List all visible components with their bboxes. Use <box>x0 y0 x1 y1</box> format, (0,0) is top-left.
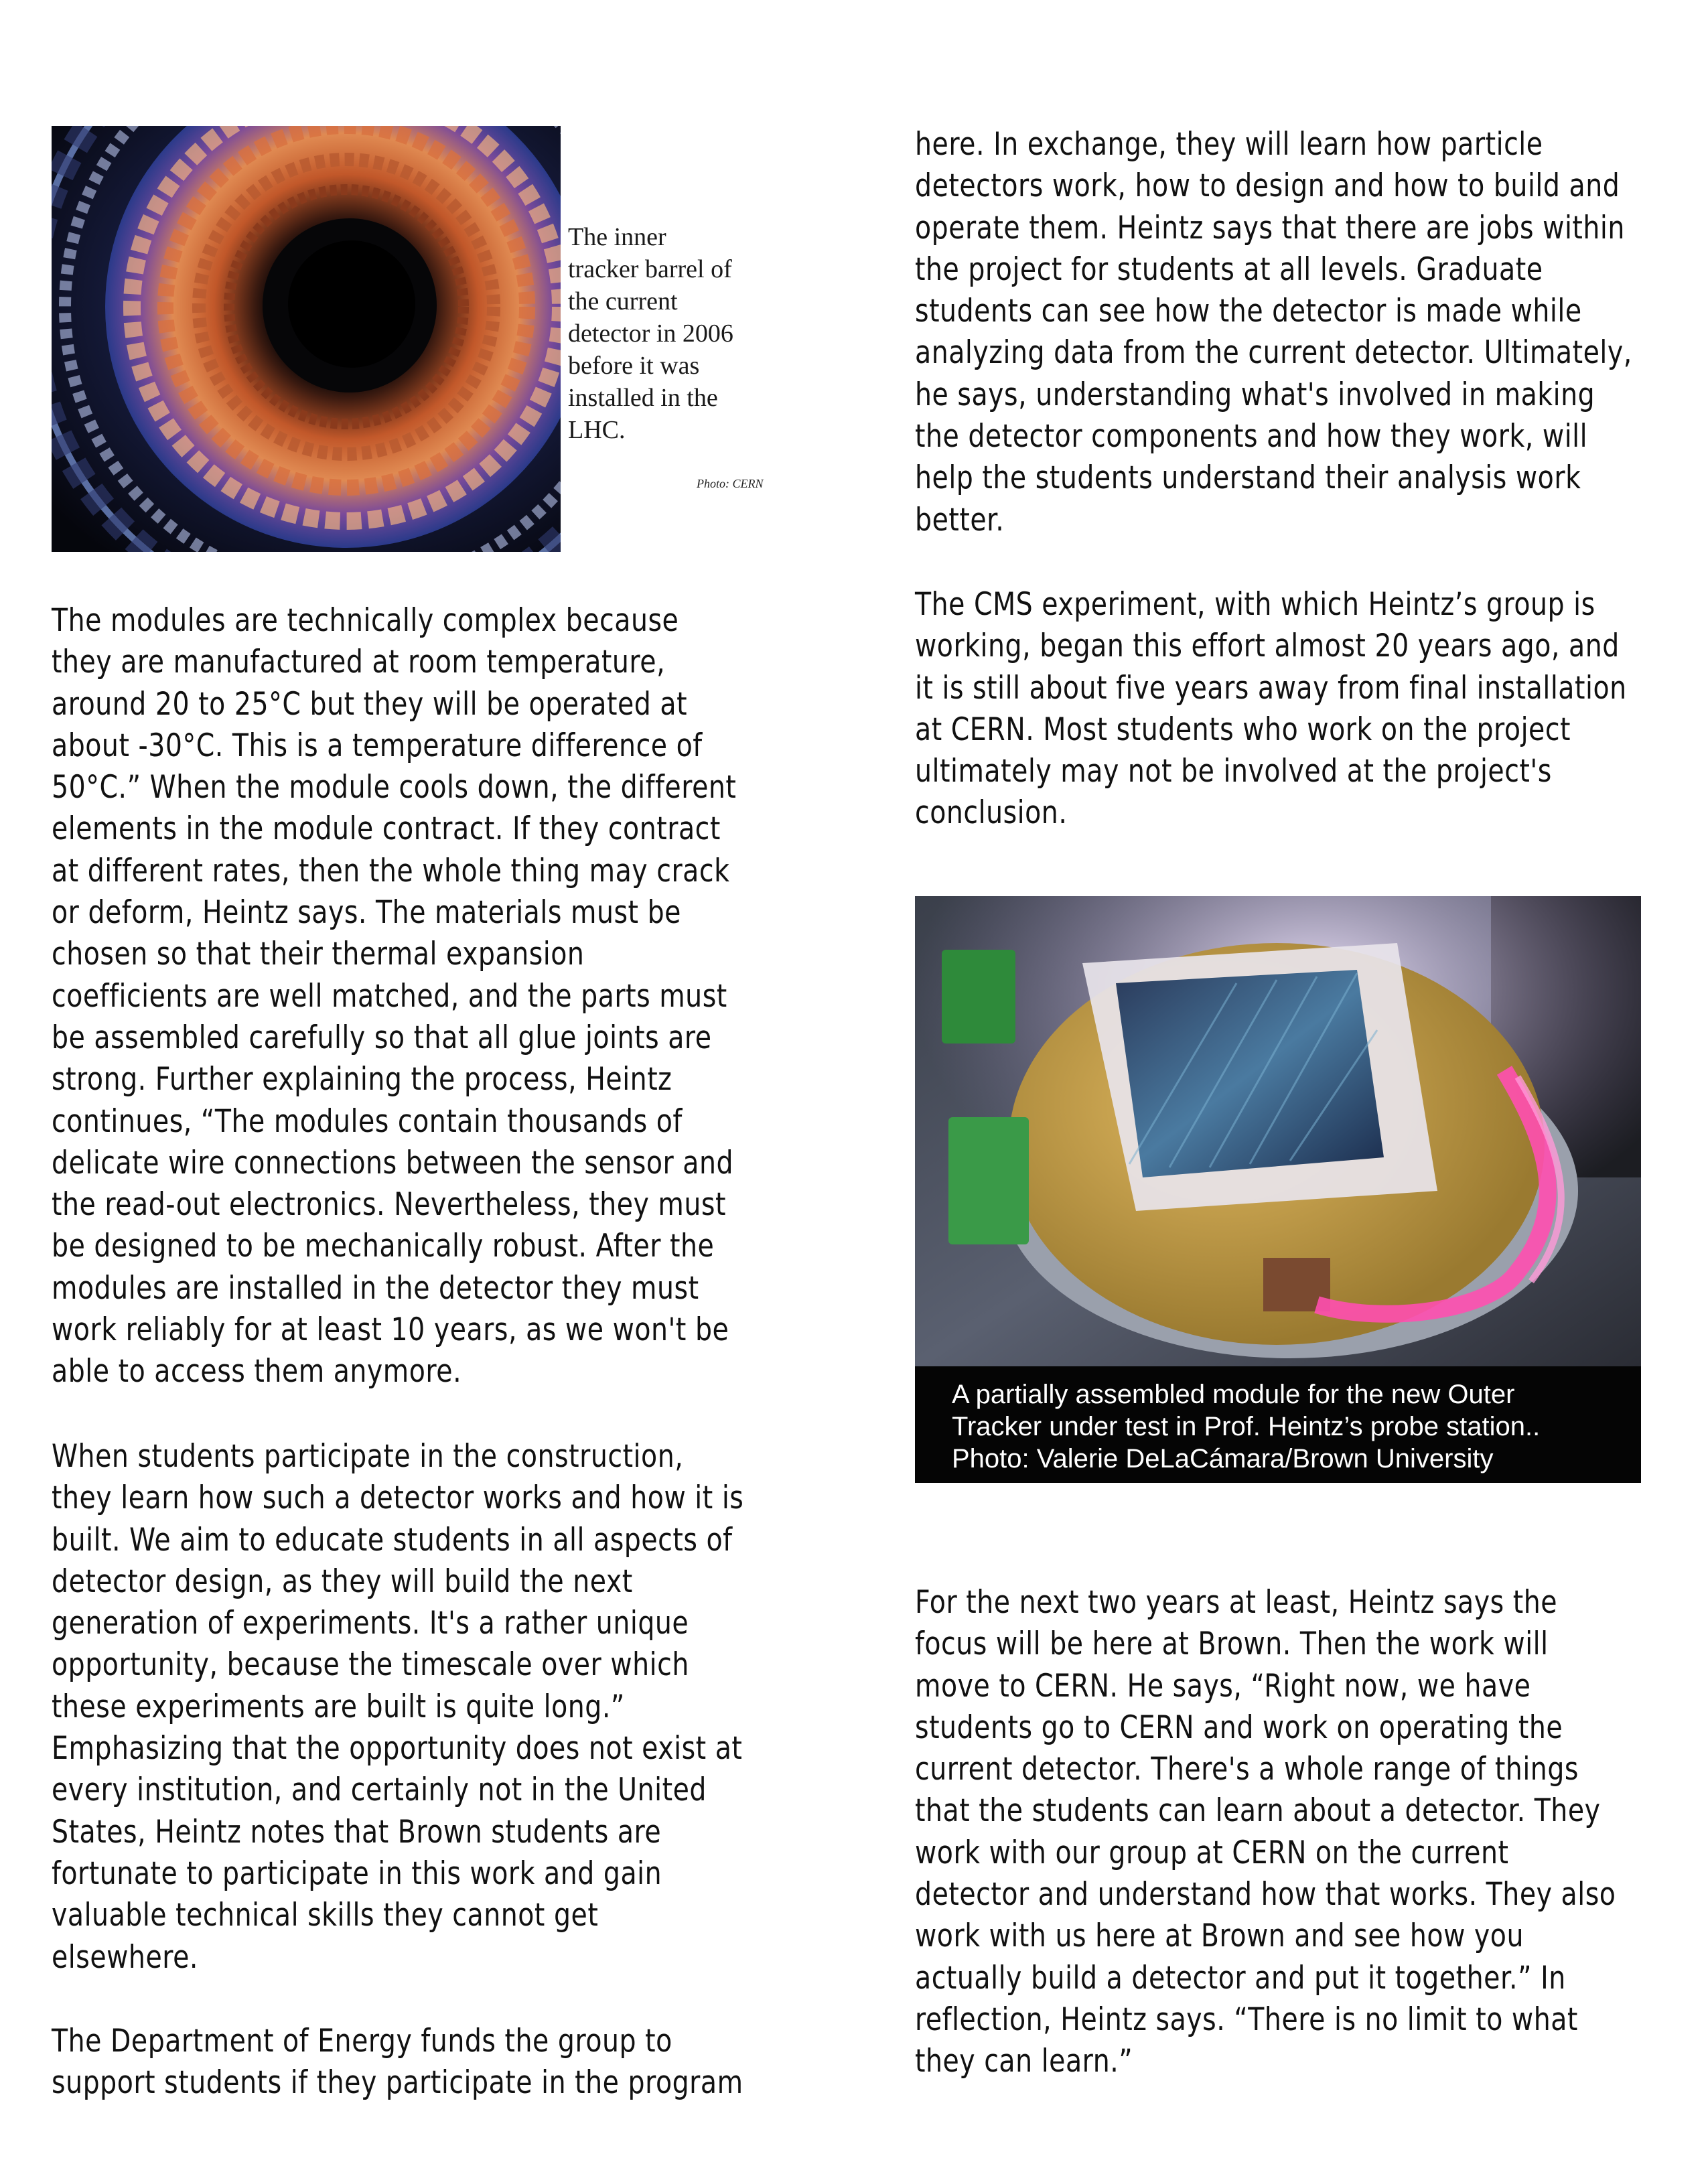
caption-line: LHC. <box>568 416 626 444</box>
text-line: The modules are technically complex because <box>52 602 679 639</box>
right-paragraph-1 <box>915 124 1632 541</box>
text-line: be designed to be mechanically robust. After the <box>52 1228 715 1265</box>
caption-line: tracker barrel of <box>568 255 732 283</box>
module-photo <box>915 896 1641 1366</box>
text-line: students go to CERN and work on operating the <box>915 1709 1563 1746</box>
text-line: the read-out electronics. Nevertheless, they must <box>52 1186 726 1224</box>
text-line: students can see how the detector is made while <box>915 293 1582 330</box>
text-line: The CMS experiment, with which Heintz’s group is <box>915 586 1595 623</box>
detector-barrel-photo-icon <box>52 126 561 552</box>
figure1-caption <box>568 221 769 446</box>
text-line: built. We aim to educate students in all aspects of <box>52 1521 733 1559</box>
text-line: better. <box>915 501 1005 538</box>
text-line: ultimately may not be involved at the project's <box>915 753 1552 790</box>
caption-line: A partially assembled module for the new Outer <box>952 1380 1515 1409</box>
text-line: actually build a detector and put it together.” In <box>915 1959 1566 1997</box>
caption-line: the current <box>568 287 678 315</box>
text-line: working, began this effort almost 20 years ago, and <box>915 628 1620 665</box>
text-line: delicate wire connections between the sensor and <box>52 1144 734 1181</box>
caption-line: Photo: Valerie DeLaCámara/Brown University <box>952 1444 1494 1473</box>
text-line: valuable technical skills they cannot get <box>52 1897 599 1934</box>
text-line: the detector components and how they work, will <box>915 418 1588 455</box>
text-line: work with our group at CERN on the current <box>915 1834 1509 1871</box>
text-line: or deform, Heintz says. The materials must be <box>52 894 681 932</box>
text-line: work reliably for at least 10 years, as we won't be <box>52 1311 729 1349</box>
text-line: be assembled carefully so that all glue joints are <box>52 1019 712 1056</box>
text-line: coefficients are well matched, and the parts must <box>52 977 727 1015</box>
right-paragraph-2 <box>915 584 1627 835</box>
text-line: States, Heintz notes that Brown students are <box>52 1813 662 1851</box>
text-line: elements in the module contract. If they contract <box>52 810 721 848</box>
text-line: around 20 to 25°C but they will be operated at <box>52 685 688 723</box>
text-line: support students if they participate in the program <box>52 2064 743 2102</box>
text-line: they learn how such a detector works and how it is <box>52 1480 744 1517</box>
text-line: strong. Further explaining the process, Heintz <box>52 1061 672 1098</box>
text-line: reflection, Heintz says. “There is no limit to what <box>915 2001 1578 2038</box>
text-line: For the next two years at least, Heintz says the <box>915 1584 1558 1621</box>
text-line: conclusion. <box>915 794 1068 832</box>
text-line: fortunate to participate in this work and gain <box>52 1855 662 1892</box>
text-line: operate them. Heintz says that there are jobs within <box>915 209 1625 246</box>
text-line: Emphasizing that the opportunity does not exist at <box>52 1730 743 1768</box>
text-line: they are manufactured at room temperature, <box>52 644 666 681</box>
text-line: current detector. There's a whole range of things <box>915 1751 1579 1788</box>
text-line: at different rates, then the whole thing may crack <box>52 852 730 889</box>
text-line: elsewhere. <box>52 1938 198 1976</box>
text-line: 50°C.” When the module cools down, the different <box>52 769 737 806</box>
right-paragraph-3 <box>915 1582 1616 2083</box>
caption-line: The inner <box>568 223 666 251</box>
left-paragraph-1 <box>52 600 736 1393</box>
text-line: analyzing data from the current detector. Ultimately, <box>915 334 1632 372</box>
text-line: generation of experiments. It's a rather unique <box>52 1605 689 1642</box>
text-line: detector design, as they will build the next <box>52 1563 633 1600</box>
text-line: every institution, and certainly not in the United <box>52 1772 707 1809</box>
text-line: the project for students at all levels. Graduate <box>915 250 1543 288</box>
text-line: modules are installed in the detector they must <box>52 1269 699 1307</box>
figure2-caption <box>915 1366 1641 1483</box>
text-line: these experiments are built is quite long.” <box>52 1688 625 1725</box>
text-line: move to CERN. He says, “Right now, we have <box>915 1667 1531 1705</box>
tracker-barrel-photo <box>52 126 561 552</box>
text-line: here. In exchange, they will learn how particle <box>915 126 1543 163</box>
text-line: detector and understand how that works. They also <box>915 1876 1616 1914</box>
text-line: it is still about five years away from final installation <box>915 669 1627 707</box>
text-line: help the students understand their analysis work <box>915 459 1581 497</box>
text-line: focus will be here at Brown. Then the work will <box>915 1626 1549 1663</box>
left-paragraph-2 <box>52 1436 743 1978</box>
caption-line: Tracker under test in Prof. Heintz’s probe station.. <box>952 1412 1541 1441</box>
text-line: work with us here at Brown and see how you <box>915 1918 1524 1955</box>
caption-line: before it was <box>568 352 700 380</box>
text-line: that the students can learn about a detector. They <box>915 1792 1601 1830</box>
text-line: chosen so that their thermal expansion <box>52 936 585 973</box>
left-paragraph-3 <box>52 2021 743 2104</box>
text-line: continues, “The modules contain thousands of <box>52 1102 683 1140</box>
text-line: at CERN. Most students who work on the project <box>915 711 1571 748</box>
text-line: about -30°C. This is a temperature difference of <box>52 727 703 764</box>
text-line: opportunity, because the timescale over which <box>52 1646 689 1684</box>
figure1-credit: Photo: CERN <box>697 477 764 490</box>
text-line: able to access them anymore. <box>52 1353 462 1390</box>
text-line: detectors work, how to design and how to build and <box>915 167 1620 205</box>
text-line: he says, understanding what's involved in making <box>915 376 1595 413</box>
caption-line: detector in 2006 <box>568 319 733 348</box>
caption-line: installed in the <box>568 384 718 412</box>
text-line: When students participate in the construction, <box>52 1438 684 1475</box>
module-probe-station-photo-icon <box>915 896 1641 1366</box>
text-line: The Department of Energy funds the group to <box>52 2023 672 2060</box>
text-line: they can learn.” <box>915 2043 1133 2080</box>
